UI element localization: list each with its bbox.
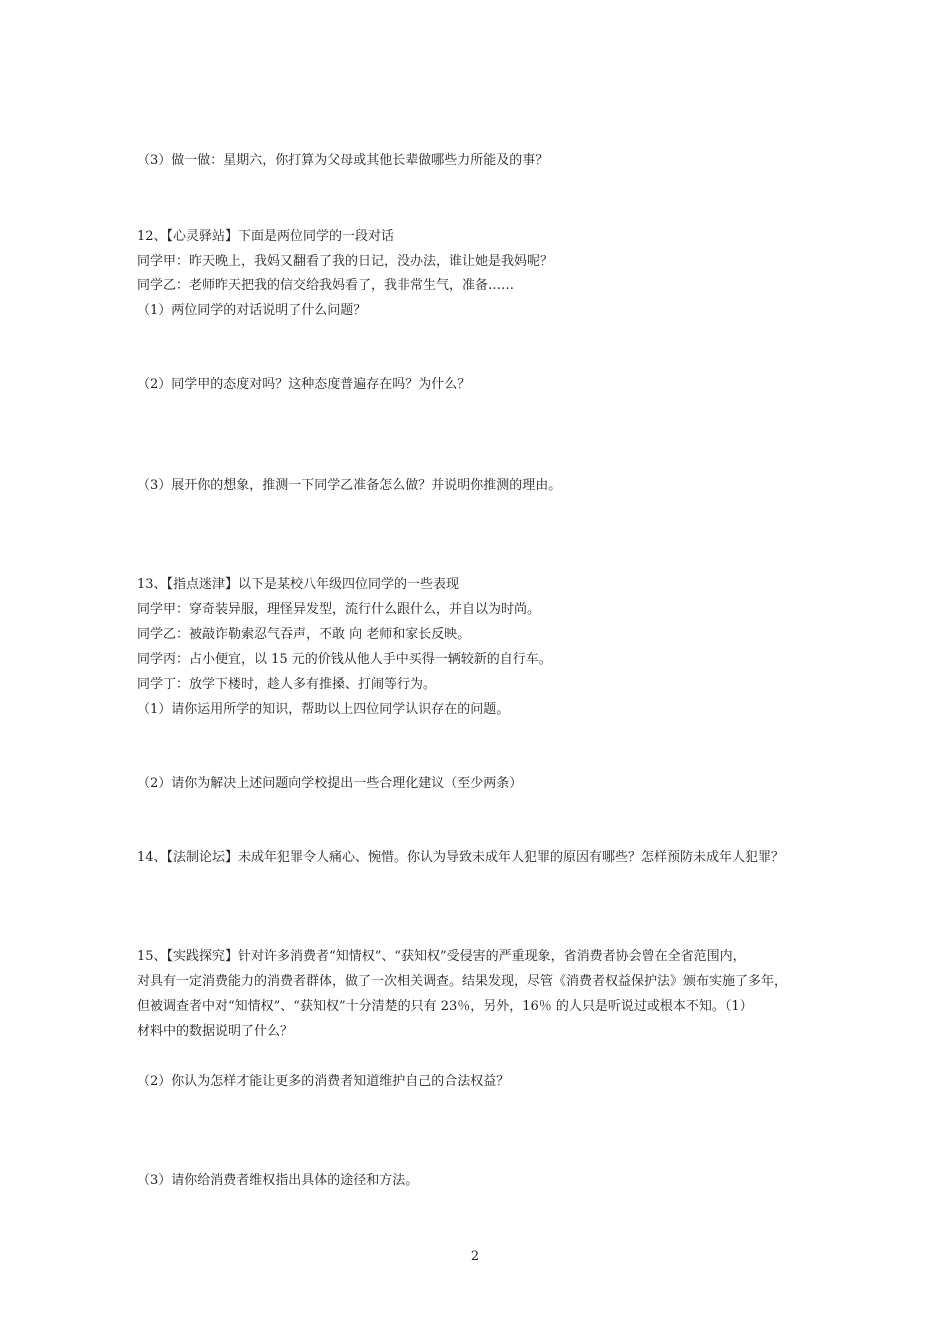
q11-part3: （3）做一做：星期六，你打算为父母或其他长辈做哪些力所能及的事？ <box>137 153 549 168</box>
q13-student-a: 同学甲：穿奇装异服，理怪异发型，流行什么跟什么，并自以为时尚。 <box>137 602 541 617</box>
q13-student-b: 同学乙：被敲诈勒索忍气吞声，不敢 向 老师和家长反映。 <box>137 627 471 642</box>
page-number: 2 <box>470 1249 480 1264</box>
q15-part3: （3）请你给消费者维权指出具体的途径和方法。 <box>137 1173 419 1188</box>
q13-student-c: 同学丙：占小便宜，以 15 元的价钱从他人手中买得一辆较新的自行车。 <box>137 652 552 667</box>
q12-part1: （1）两位同学的对话说明了什么问题？ <box>137 303 367 318</box>
q13-part1: （1）请你运用所学的知识，帮助以上四位同学认识存在的问题。 <box>137 702 510 717</box>
q15-line1: 15、【实践探究】针对许多消费者“知情权”、“获知权”受侵害的严重现象，省消费者协会曾在全省范围内， <box>137 949 746 964</box>
q15-line4: 材料中的数据说明了什么？ <box>137 1024 294 1039</box>
q13-student-d: 同学丁：放学下楼时，趁人多有推搡、打闹等行为。 <box>137 677 437 692</box>
q12-part2: （2）同学甲的态度对吗？这种态度普遍存在吗？为什么？ <box>137 377 471 392</box>
q12-student-b: 同学乙：老师昨天把我的信交给我妈看了，我非常生气，准备…… <box>137 278 515 293</box>
q14-title: 14、【法制论坛】未成年犯罪令人痛心、惋惜。你认为导致未成年人犯罪的原因有哪些？怎样预防未成年人犯罪？ <box>137 850 785 865</box>
q13-title: 13、【指点迷津】以下是某校八年级四位同学的一些表现 <box>137 577 460 592</box>
q12-title: 12、【心灵驿站】下面是两位同学的一段对话 <box>137 229 395 244</box>
q15-part2: （2）你认为怎样才能让更多的消费者知道维护自己的合法权益？ <box>137 1074 510 1089</box>
q13-part2: （2）请你为解决上述问题向学校提出一些合理化建议（至少两条） <box>137 776 523 791</box>
q15-line2: 对具有一定消费能力的消费者群体，做了一次相关调查。结果发现，尽管《消费者权益保护法》颁布实施了多年， <box>137 974 788 989</box>
q15-line3: 但被调查者中对“知情权”、“获知权”十分清楚的只有 23％，另外，16％ 的人只是听说过或根本不知。（1） <box>137 999 753 1014</box>
q12-student-a: 同学甲：昨天晚上，我妈又翻看了我的日记，没办法，谁让她是我妈呢？ <box>137 254 554 269</box>
q12-part3: （3）展开你的想象，推测一下同学乙准备怎么做？并说明你推测的理由。 <box>137 478 562 493</box>
